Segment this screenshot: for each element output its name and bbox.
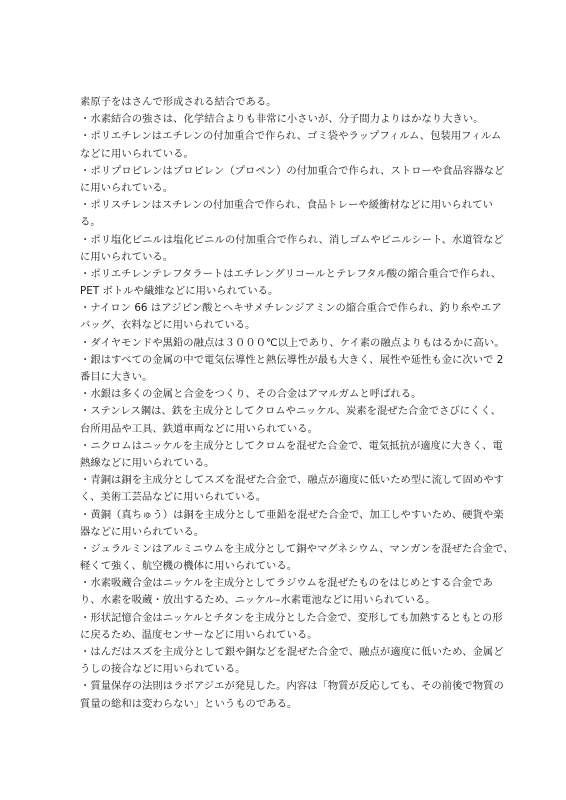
text-line: 熱線などに用いられている。 <box>80 456 215 469</box>
text-line: ・ポリスチレンはスチレンの付加重合で作られ、食品トレーや緩衝材などに用いられてい <box>80 199 493 212</box>
text-line: 軽くて強く、航空機の機体に用いられている。 <box>80 560 298 573</box>
text-line: り、水素を吸蔵・放出するため、ニッケル–水素電池などに用いられている。 <box>80 594 436 607</box>
text-line: ・ポリエチレンテレフタラートはエチレングリコールとテレフタル酸の縮合重合で作られ、 <box>80 267 502 280</box>
document-body <box>80 94 514 713</box>
text-line: ・ジュラルミンはアルミニウムを主成分として銅やマグネシウム、マンガンを混ぜた合金で、 <box>80 542 514 555</box>
text-line: ・はんだはスズを主成分として銀や銅などを混ぜた合金で、融点が適度に低いため、金属ど <box>80 646 504 658</box>
text-line: 器などに用いられている。 <box>80 525 205 538</box>
text-line: うしの接合などに用いられている。 <box>80 663 246 676</box>
text-line: ・ポリエチレンはエチレンの付加重合で作られ、ゴミ袋やラップフィルム、包装用フィルム <box>80 130 502 143</box>
text-line: PET ボトルや繊維などに用いられている。 <box>80 285 279 298</box>
text-line: に戻るため、温度センサーなどに用いられている。 <box>80 628 318 641</box>
text-line: ・ナイロン 66 はアジピン酸とヘキサメチレンジアミンの縮合重合で作られ、釣り糸やエア <box>80 302 502 315</box>
text-line: ・質量保存の法則はラボアジエが発見した。内容は「物質が反応しても、その前後で物質の <box>80 680 504 693</box>
text-line: ・ステンレス鋼は、鉄を主成分としてクロムやニッケル、炭素を混ぜた合金でさびにくく、 <box>80 405 501 418</box>
text-line: ・ポリプロピレンはプロピレン（プロペン）の付加重合で作られ、ストローや食品容器など <box>80 164 505 177</box>
text-line: に用いられている。 <box>80 181 174 194</box>
text-line: ・ポリ塩化ビニルは塩化ビニルの付加重合で作られ、消しゴムやビニルシート、水道管など <box>80 233 504 246</box>
text-line: 台所用品や工具、鉄道車両などに用いられている。 <box>80 422 318 435</box>
text-line: ・ニクロムはニッケルを主成分としてクロムを混ぜた合金で、電気抵抗が適度に大きく、電 <box>80 439 503 452</box>
text-line: ・ダイヤモンドや黒鉛の融点は３０００℃以上であり、ケイ素の融点よりもはるかに高い。 <box>80 336 505 349</box>
text-line: ・水素結合の強さは、化学結合よりも非常に小さいが、分子間力よりはかなり大きい。 <box>80 113 484 126</box>
text-line: ・青銅は銅を主成分としてスズを混ぜた合金で、融点が適度に低いため型に流して固めやす <box>80 474 505 487</box>
text-line: に用いられている。 <box>80 250 174 263</box>
text-line: ・銀はすべての金属の中で電気伝導性と熱伝導性が最も大きく、展性や延性も金に次いで 2 <box>80 353 504 366</box>
text-line: バッグ、衣料などに用いられている。 <box>80 319 256 332</box>
text-line: る。 <box>80 216 101 229</box>
text-line: ・水素吸蔵合金はニッケルを主成分としてラジウムを混ぜたものをはじめとする合金であ <box>80 577 493 590</box>
text-line: ・水銀は多くの金属と合金をつくり、その合金はアマルガムと呼ばれる。 <box>80 388 422 401</box>
text-line: ・形状記憶合金はニッケルとチタンを主成分とした合金で、変形しても加熱するともとの形 <box>80 611 503 624</box>
text-line: く、美術工芸品などに用いられている。 <box>80 491 267 504</box>
text-line: 素原子をはさんで形成される結合である。 <box>80 96 277 108</box>
text-line: 番目に大きい。 <box>80 371 153 383</box>
text-line: などに用いられている。 <box>80 147 194 160</box>
text-line: 質量の総和は変わらない」というものである。 <box>80 697 298 710</box>
text-line: ・黄銅（真ちゅう）は銅を主成分として亜鉛を混ぜた合金で、加工しやすいため、硬貨や楽 <box>80 508 504 521</box>
